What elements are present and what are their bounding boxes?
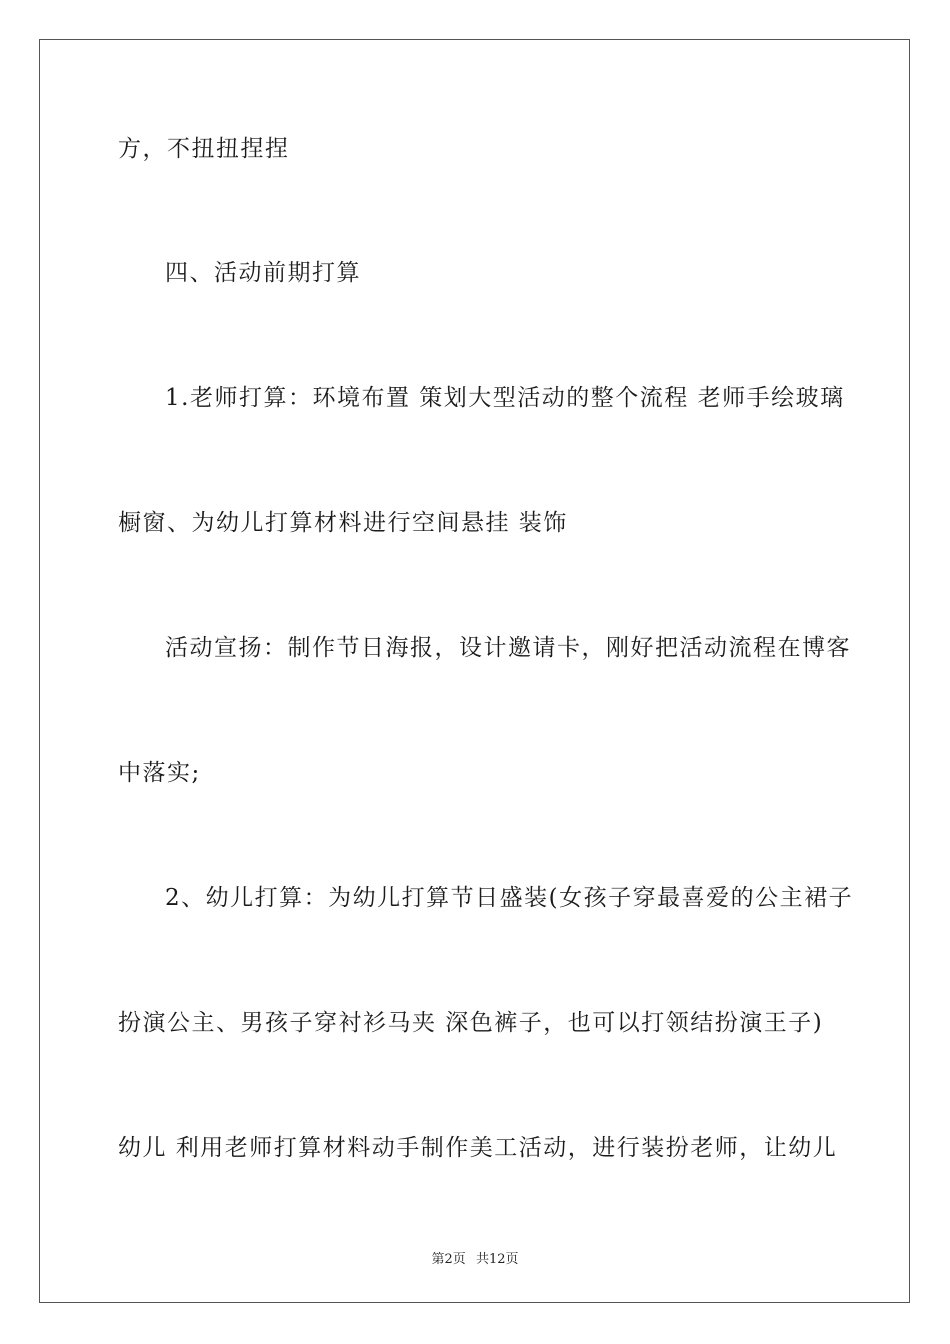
body-line-7: 2、幼儿打算：为幼儿打算节日盛装(女孩子穿最喜爱的公主裙子 [165,885,854,911]
body-line-6: 中落实; [118,760,201,786]
page-number: 第2页 [431,1252,466,1267]
page-footer [0,1248,950,1267]
body-line-1: 方，不扭扭捏捏 [118,136,290,162]
body-line-3: 1.老师打算：环境布置 策划大型活动的整个流程 老师手绘玻璃 [165,385,845,411]
body-line-4: 橱窗、为幼儿打算材料进行空间悬挂 装饰 [118,510,568,536]
page-border [39,39,910,1303]
page-total: 共12页 [475,1252,519,1267]
body-line-9: 幼儿 利用老师打算材料动手制作美工活动，进行装扮老师，让幼儿 [118,1135,838,1161]
section-heading: 四、活动前期打算 [165,260,361,286]
body-line-8: 扮演公主、男孩子穿衬衫马夹 深色裤子，也可以打领结扮演王子) [118,1010,824,1036]
body-line-5: 活动宣扬：制作节日海报，设计邀请卡，刚好把活动流程在博客 [165,635,851,661]
